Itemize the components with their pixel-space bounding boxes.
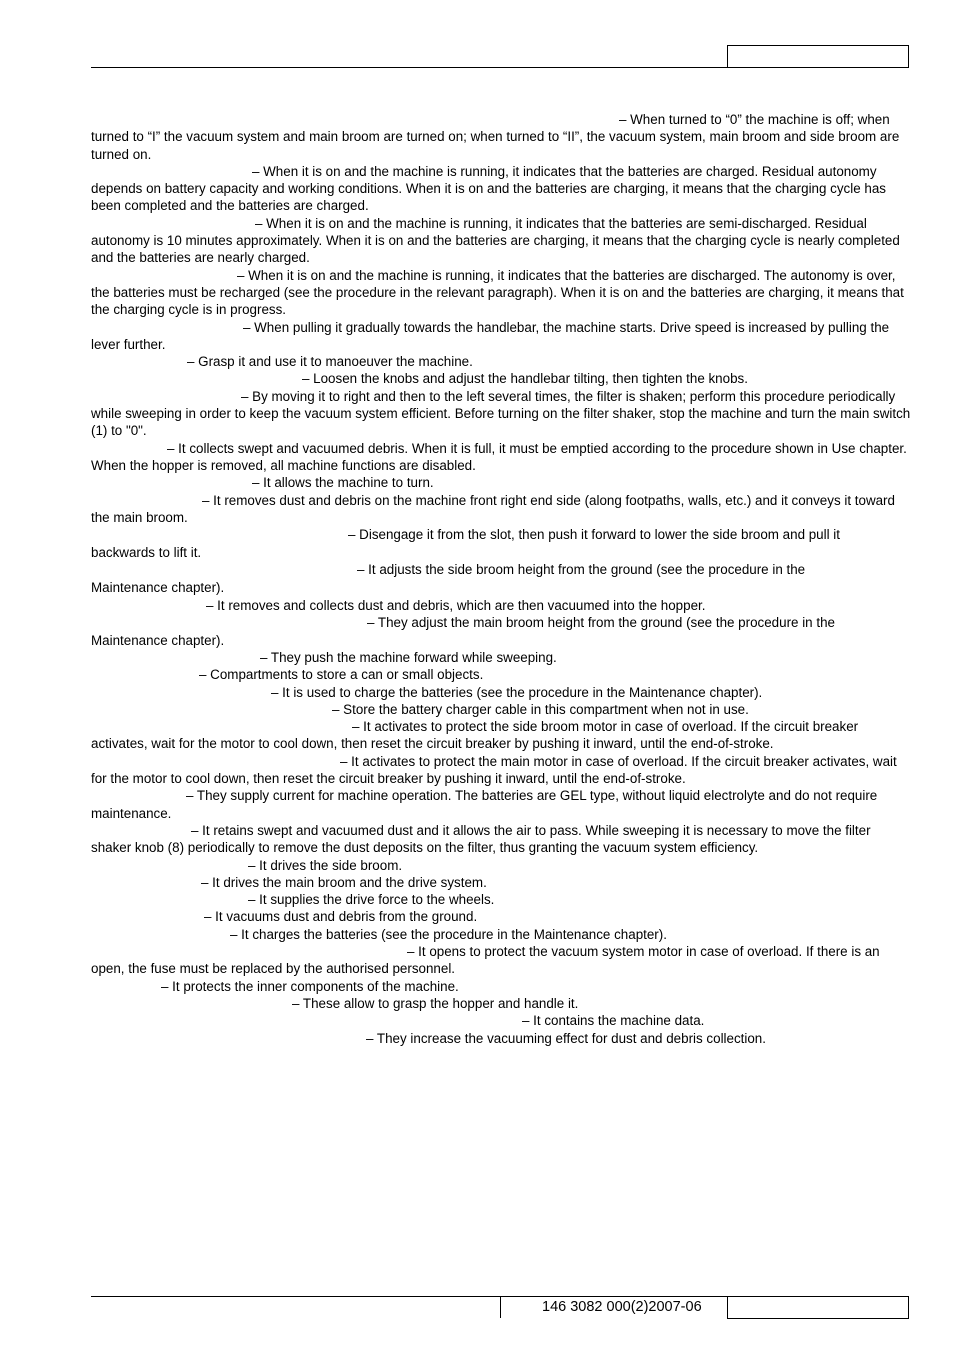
description-paragraph: – Disengage it from the slot, then push it forward to lower the side broom and pull it	[348, 527, 840, 543]
document-body	[91, 111, 911, 1047]
description-paragraph: – It supplies the drive force to the wheels.	[248, 892, 495, 908]
description-paragraph: – It activates to protect the side broom motor in case of overload. If the circuit breaker activates, wait for the motor to cool down, then reset the circuit breaker by pushing it inward, until the end-of-stroke.	[91, 719, 859, 752]
description-paragraph: – Grasp it and use it to manoeuver the machine.	[187, 354, 473, 370]
description-paragraph: – It vacuums dust and debris from the ground.	[204, 909, 478, 925]
description-paragraph: – By moving it to right and then to the left several times, the filter is shaken; perform this procedure periodically while sweeping in order to keep the vacuum system efficient. Before turning on the filter shaker, stop the machine and turn the main switch (1) to "0".	[91, 388, 911, 439]
description-paragraph: – It is used to charge the batteries (see the procedure in the Maintenance chapter).	[271, 684, 763, 700]
description-paragraph: – It activates to protect the main motor in case of overload. If the circuit breaker activates, wait for the motor to cool down, then reset the circuit breaker by pushing it inward, until the end-of-stroke.	[91, 753, 897, 787]
footer-box	[727, 1296, 909, 1319]
description-paragraph: – When turned to “0” the machine is off; when turned to “I” the vacuum system and main broom are turned on; when turned to “II”, the vacuum system, main broom and side broom are turned on.	[91, 112, 900, 162]
description-paragraph: – It collects swept and vacuumed debris. When it is full, it must be emptied according to the procedure shown in Use chapter. When the hopper is removed, all machine functions are disabled.	[91, 440, 907, 473]
description-paragraph: – It contains the machine data.	[522, 1013, 705, 1029]
description-paragraph: – Store the battery charger cable in this compartment when not in use.	[332, 701, 749, 717]
header-box	[727, 45, 909, 67]
description-paragraph: – When it is on and the machine is running, it indicates that the batteries are discharged. The autonomy is over, the batteries must be recharged (see the procedure in the relevant paragraph). When it is on and the batteries are charging, it means that the charging cycle is in progress.	[91, 267, 904, 318]
description-paragraph: – It opens to protect the vacuum system motor in case of overload. If there is an open, the fuse must be replaced by the authorised personnel.	[91, 944, 880, 977]
document-code: 146 3082 000(2)2007-06	[542, 1299, 702, 1315]
description-paragraph: – They adjust the main broom height from the ground (see the procedure in the	[367, 614, 835, 630]
description-paragraph: – It drives the main broom and the drive system.	[201, 874, 487, 890]
description-paragraph: – They supply current for machine operation. The batteries are GEL type, without liquid electrolyte and do not require maintenance.	[91, 788, 878, 821]
description-paragraph: – It charges the batteries (see the procedure in the Maintenance chapter).	[230, 926, 667, 942]
description-paragraph: Maintenance chapter).	[91, 580, 225, 596]
description-paragraph: – It retains swept and vacuumed dust and it allows the air to pass. While sweeping it is necessary to move the filter shaker knob (8) periodically to remove the dust deposits on the filter, thus granting the vacuum system efficiency.	[91, 822, 871, 856]
description-paragraph: – When pulling it gradually towards the handlebar, the machine starts. Drive speed is increased by pulling the lever further.	[91, 319, 890, 352]
header-rule	[91, 67, 909, 68]
description-paragraph: – When it is on and the machine is running, it indicates that the batteries are charged. Residual autonomy depends on battery capacity and working conditions. When it is on and the batteries are charging, it means that the charging cycle has been completed and the batteries are charged.	[91, 163, 886, 214]
description-paragraph: backwards to lift it.	[91, 545, 202, 561]
description-paragraph: – They push the machine forward while sweeping.	[260, 649, 557, 665]
description-paragraph: – It adjusts the side broom height from the ground (see the procedure in the	[357, 562, 806, 578]
description-paragraph: – It protects the inner components of the machine.	[161, 978, 459, 994]
description-paragraph: Maintenance chapter).	[91, 632, 225, 648]
description-paragraph: – When it is on and the machine is running, it indicates that the batteries are semi-discharged. Residual autonomy is 10 minutes approximately. When it is on and the batteries are charging, it means that the charging cycle is nearly completed and the batteries are nearly charged.	[91, 215, 900, 266]
description-paragraph: – It removes and collects dust and debris, which are then vacuumed into the hopper.	[206, 597, 706, 613]
description-paragraph: – It removes dust and debris on the machine front right end side (along footpaths, walls, etc.) and it conveys it toward the main broom.	[91, 492, 895, 525]
footer-divider	[500, 1296, 501, 1318]
description-paragraph: – Loosen the knobs and adjust the handlebar tilting, then tighten the knobs.	[302, 371, 748, 387]
description-paragraph: – It drives the side broom.	[248, 857, 403, 873]
description-paragraph: – These allow to grasp the hopper and handle it.	[292, 995, 579, 1011]
description-paragraph: – They increase the vacuuming effect for dust and debris collection.	[366, 1030, 766, 1046]
description-paragraph: – It allows the machine to turn.	[252, 475, 434, 491]
description-paragraph: – Compartments to store a can or small objects.	[199, 667, 484, 683]
